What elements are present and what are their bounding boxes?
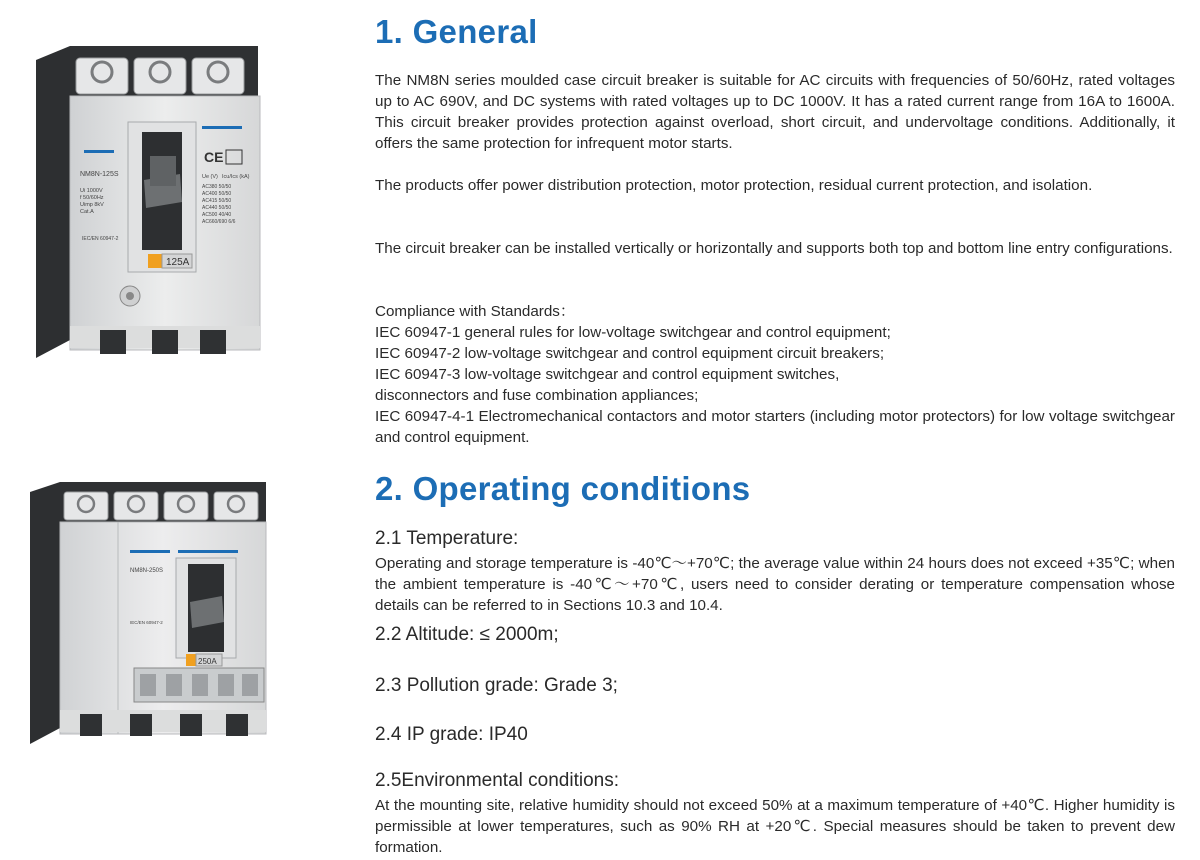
breaker1-table-head-1: Ue (V) [202,174,218,180]
temperature-text: Operating and storage temperature is -40℃～+70℃; the average value within 24 hours does not exceed +35℃; when the ambient temperature is -40℃～+70℃, users need to consider derating or temperature compensation whose details can be referred to in Sections 10.3 and 10.4. [375,555,1175,614]
breaker1-spec-1: Ui 1000V [80,188,103,194]
breaker1-table-row: AC400 50/50 [202,191,232,197]
temperature-heading: 2.1 Temperature: [375,528,519,549]
breaker1-standard: IEC/EN 60947-2 [82,236,119,242]
section-2-title: 2. Operating conditions [375,470,751,507]
breaker1-model-label: NM8N-125S [80,171,119,178]
svg-text:CE: CE [204,149,224,165]
general-paragraph-2: The products offer power distribution protection, motor protection, residual current protection, and isolation. [375,177,1093,194]
breaker1-table-row: AC500 40/40 [202,212,232,218]
pollution-line: 2.3 Pollution grade: Grade 3; [375,675,618,696]
standard-item: IEC 60947-3 low-voltage switchgear and control equipment switches, [375,366,840,383]
ip-grade-line: 2.4 IP grade: IP40 [375,724,528,745]
section-1-title: 1. General [375,13,538,50]
product-images [0,0,360,860]
standards-block [375,301,1175,448]
standards-heading: Compliance with Standards： [375,303,576,320]
circuit-breaker-3pole-image [30,40,270,365]
breaker1-rating: 125A [166,257,190,268]
altitude-line: 2.2 Altitude: ≤ 2000m; [375,624,559,645]
breaker1-spec-4: Cat.A [80,209,94,215]
breaker2-standard: IEC/EN 60947-2 [130,620,163,625]
breaker1-table-row: AC415 50/50 [202,198,232,204]
breaker2-rating: 250A [198,657,217,666]
general-paragraph-1: The NM8N series moulded case circuit breaker is suitable for AC circuits with frequencies of 50/60Hz, rated voltages up to AC 690V, and DC systems with rated voltages up to DC 1000V. It has a rated current range from 16A to 1600A. This circuit breaker provides protection against overload, short circuit, and undervoltage conditions. Additionally, it offers the same protection for infrequent motor starts. [375,72,1175,152]
breaker1-table-row: AC380 50/50 [202,184,232,190]
breaker2-model-label: NM8N-250S [130,568,164,574]
standard-item: disconnectors and fuse combination appliances; [375,387,699,404]
general-paragraph-3: The circuit breaker can be installed vertically or horizontally and supports both top and bottom line entry configurations. [375,240,1173,257]
standard-item: IEC 60947-2 low-voltage switchgear and control equipment circuit breakers; [375,345,885,362]
breaker1-table-head-2: Icu/Ics (kA) [222,174,250,180]
environmental-text: At the mounting site, relative humidity should not exceed 50% at a maximum temperature of +40℃. Higher humidity is permissible at lower temperatures, such as 90% RH at +20℃. Special measures should be taken to prevent dew formation. [375,797,1175,856]
breaker1-spec-3: Uimp 8kV [80,202,104,208]
breaker1-spec-2: f 50/60Hz [80,195,104,201]
circuit-breaker-4pole-image [26,478,276,750]
environmental-heading: 2.5Environmental conditions: [375,770,619,791]
breaker1-table-row: AC440 50/50 [202,205,232,211]
standard-item: IEC 60947-4-1 Electromechanical contactors and motor starters (including motor protectors) for low voltage switchgear and control equipment. [375,408,1175,446]
standard-item: IEC 60947-1 general rules for low-voltage switchgear and control equipment; [375,324,891,341]
breaker1-table-row: AC660/690 6/6 [202,219,236,225]
